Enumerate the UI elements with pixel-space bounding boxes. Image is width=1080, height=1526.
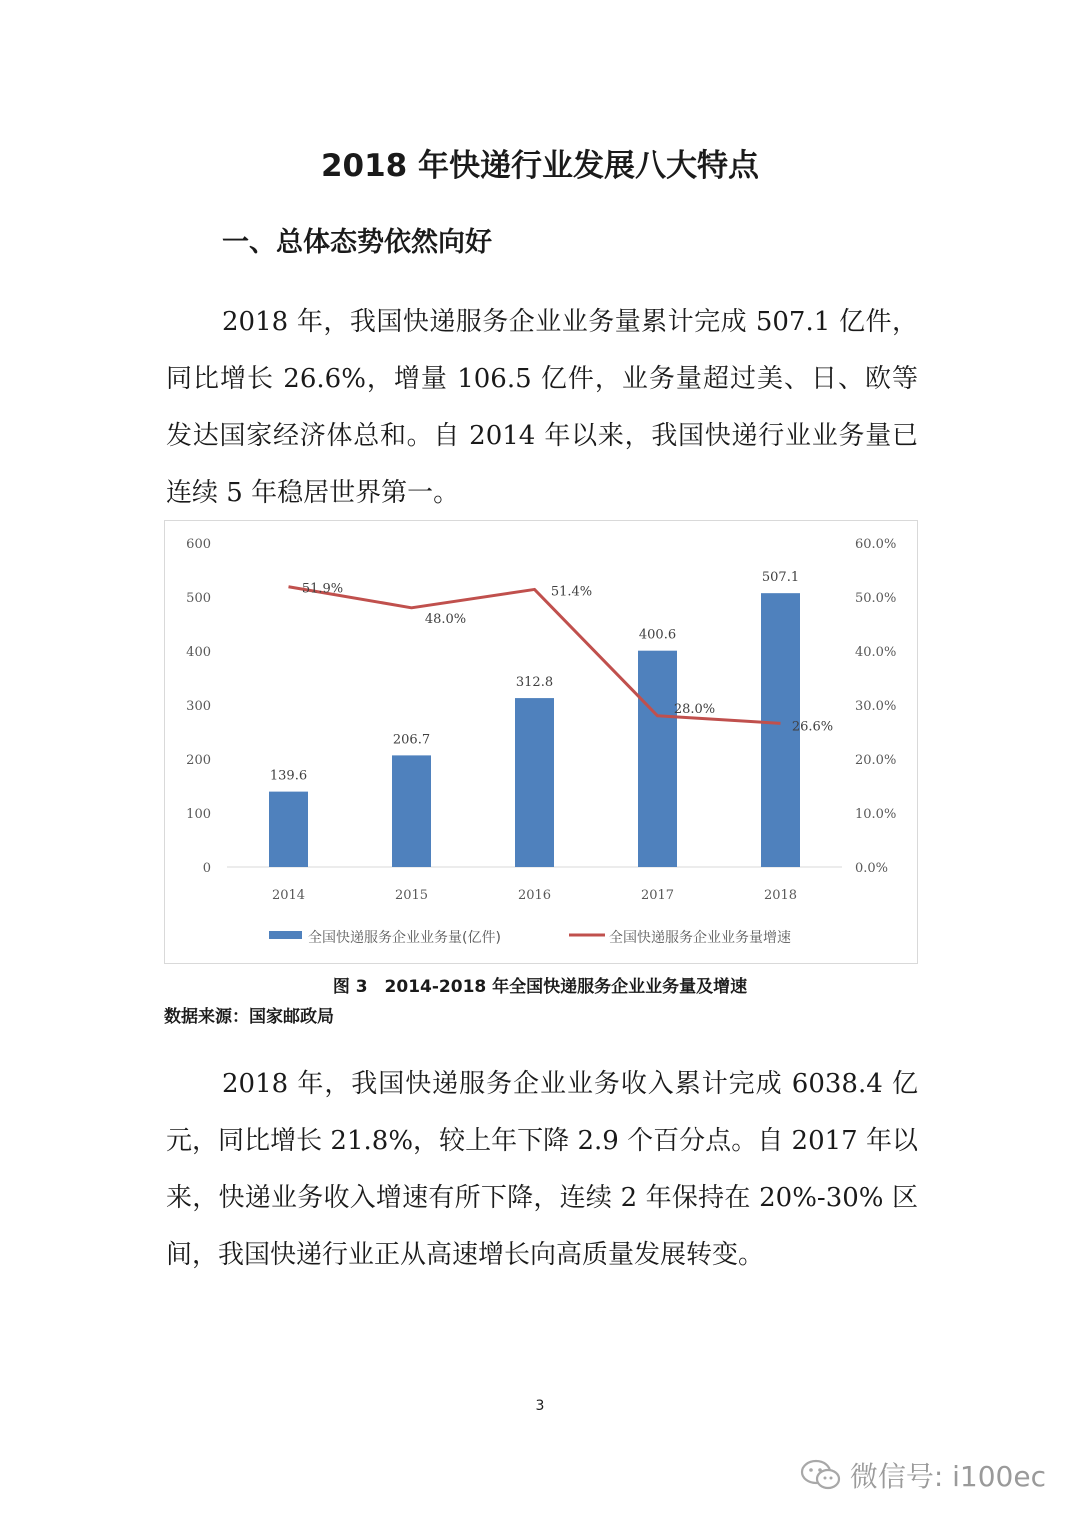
y-right-tick-label: 50.0% bbox=[855, 591, 897, 606]
line-data-label: 28.0% bbox=[673, 701, 716, 717]
y-left-tick-label: 200 bbox=[186, 753, 211, 768]
x-tick-label: 2017 bbox=[640, 888, 675, 903]
wechat-icon bbox=[800, 1459, 842, 1491]
y-left-tick-label: 0 bbox=[202, 861, 211, 876]
page-number: 3 bbox=[535, 1398, 545, 1414]
line-data-label: 51.9% bbox=[301, 581, 344, 597]
y-right-tick-label: 20.0% bbox=[855, 753, 897, 768]
paragraph-revenue: 2018 年，我国快递服务企业业务收入累计完成 6038.4 亿元，同比增长 21.8%，较上年下降 2.9 个百分点。自 2017 年以来，快递业务收入增速有所下降，连续 2 年保持在 20%-30% 区间，我国快递行业正从高速增长向高质量发展转变。 bbox=[166, 1069, 918, 1270]
line-data-label: 51.4% bbox=[550, 584, 593, 600]
x-tick-label: 2018 bbox=[763, 888, 798, 903]
line-data-label: 26.6% bbox=[791, 719, 834, 735]
volume-growth-chart bbox=[165, 521, 917, 963]
y-left-tick-label: 600 bbox=[186, 537, 211, 552]
x-tick-label: 2014 bbox=[271, 888, 306, 903]
y-right-tick-label: 60.0% bbox=[855, 537, 897, 552]
bar bbox=[269, 792, 308, 867]
x-tick-label: 2016 bbox=[517, 888, 552, 903]
data-source: 数据来源：国家邮政局 bbox=[164, 1007, 334, 1027]
y-right-tick-label: 40.0% bbox=[855, 645, 897, 660]
bar-data-label: 206.7 bbox=[392, 732, 431, 748]
bar-data-label: 312.8 bbox=[515, 675, 554, 691]
legend-label-growth: 全国快递服务企业业务量增速 bbox=[609, 930, 791, 946]
line-data-label: 48.0% bbox=[424, 611, 467, 627]
bar-data-label: 507.1 bbox=[761, 570, 800, 586]
legend-swatch-bar bbox=[269, 931, 302, 939]
y-right-tick-label: 0.0% bbox=[855, 861, 889, 876]
bar bbox=[392, 755, 431, 867]
chart-container bbox=[164, 520, 918, 964]
y-left-tick-label: 100 bbox=[186, 807, 211, 822]
figure-caption: 图 3 2014-2018 年全国快递服务企业业务量及增速 bbox=[332, 977, 748, 997]
y-right-tick-label: 10.0% bbox=[855, 807, 897, 822]
y-left-tick-label: 500 bbox=[186, 591, 211, 606]
bar bbox=[515, 698, 554, 867]
bar-data-label: 139.6 bbox=[269, 768, 308, 784]
x-tick-label: 2015 bbox=[394, 888, 429, 903]
y-left-tick-label: 300 bbox=[186, 699, 211, 714]
bar bbox=[638, 651, 677, 867]
watermark bbox=[800, 1455, 1046, 1495]
y-left-tick-label: 400 bbox=[186, 645, 211, 660]
paragraph-volume: 2018 年，我国快递服务企业业务量累计完成 507.1 亿件，同比增长 26.6%，增量 106.5 亿件，业务量超过美、日、欧等发达国家经济体总和。自 2014 年以来，我国快递行业业务量已连续 5 年稳居世界第一。 bbox=[166, 307, 918, 508]
document-title: 2018 年快递行业发展八大特点 bbox=[320, 148, 760, 184]
bar-data-label: 400.6 bbox=[638, 627, 677, 643]
y-right-tick-label: 30.0% bbox=[855, 699, 897, 714]
section-heading: 一、总体态势依然向好 bbox=[222, 227, 492, 258]
watermark-text: 微信号: i100ec bbox=[849, 1460, 1046, 1493]
legend-label-volume: 全国快递服务企业业务量(亿件) bbox=[308, 930, 501, 946]
